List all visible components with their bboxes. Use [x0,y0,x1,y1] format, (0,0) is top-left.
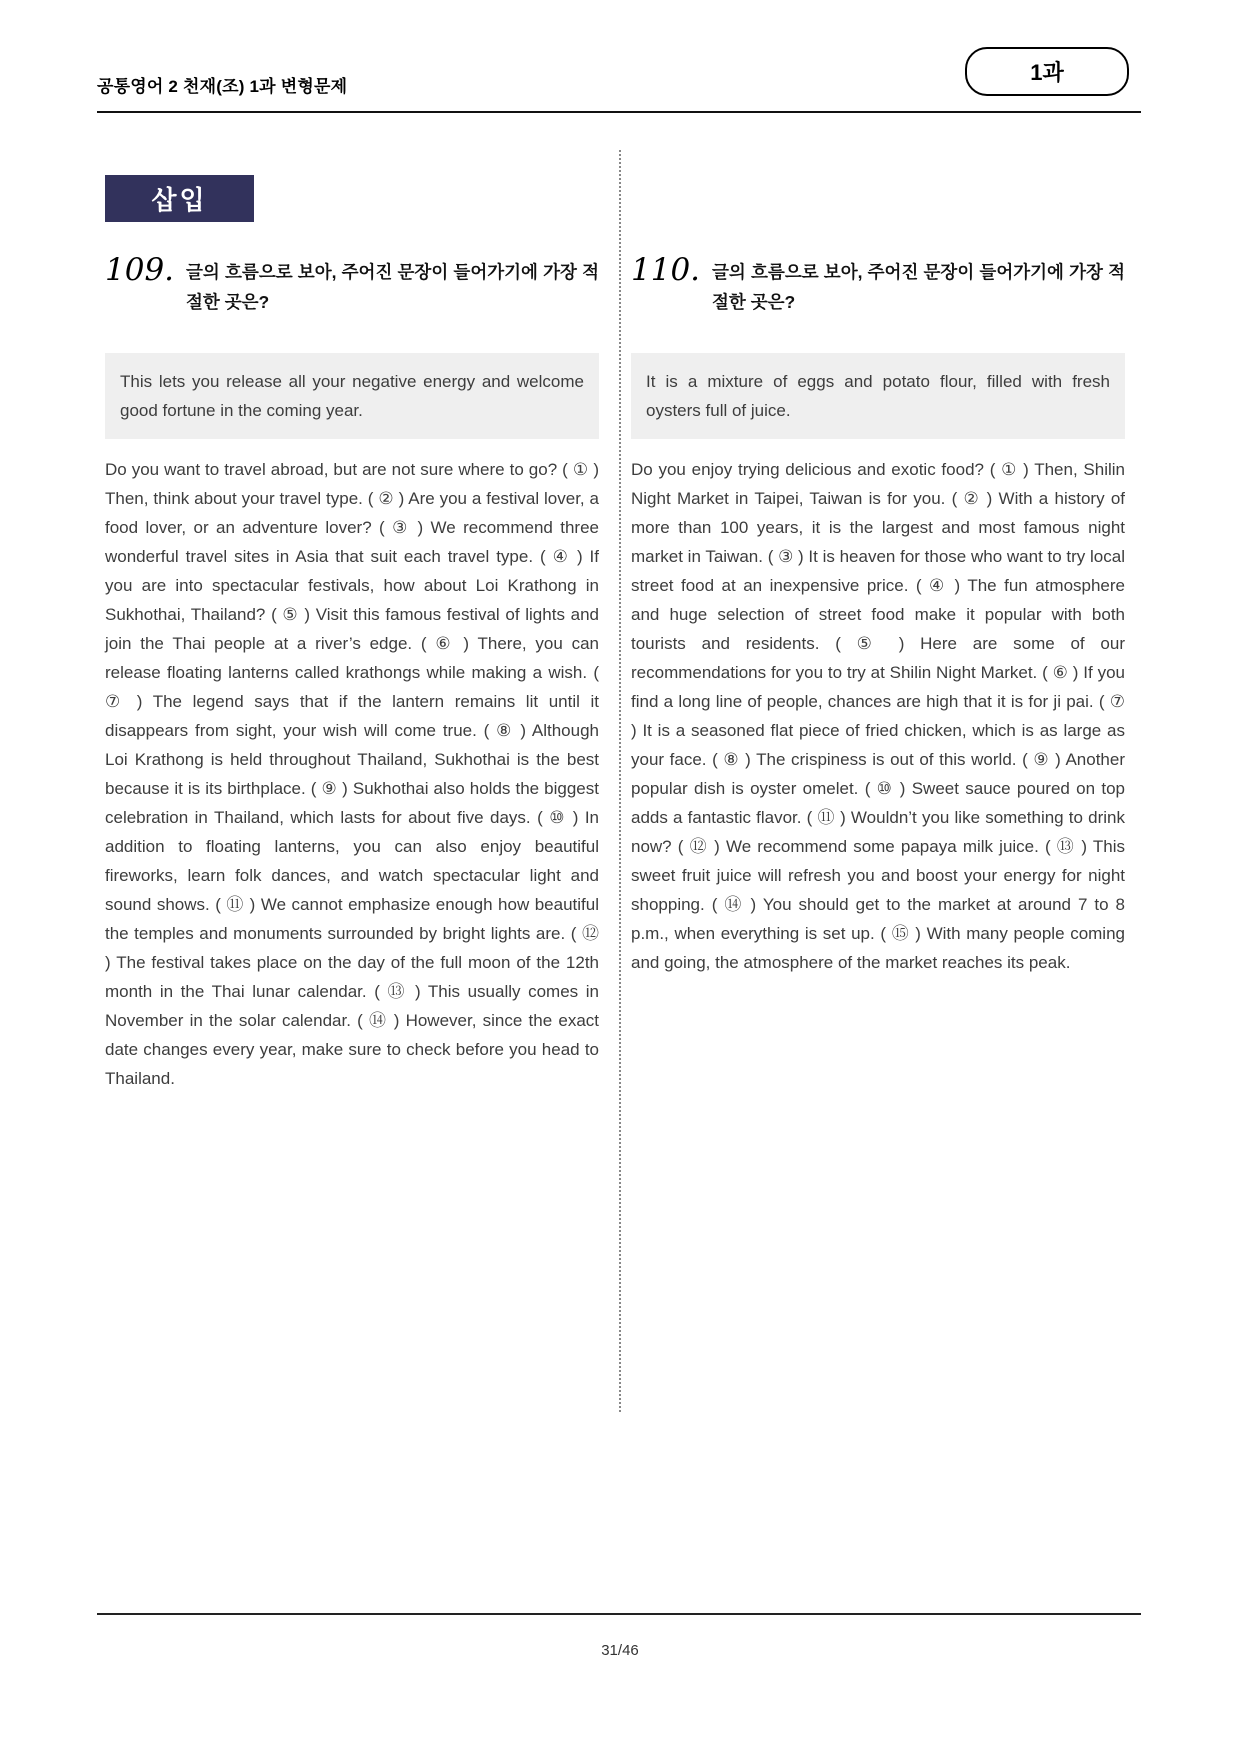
question-110-given-sentence-box: It is a mixture of eggs and potato flour, filled with fresh oysters full of juice. [631,353,1125,439]
question-109-given-sentence-box: This lets you release all your negative energy and welcome good fortune in the coming year. [105,353,599,439]
page-number: 31/46 [601,1642,639,1659]
question-109 [105,254,599,1093]
column-divider [619,150,621,1412]
chapter-badge-label: 1과 [1030,60,1064,85]
question-110-header [631,254,1125,317]
left-column [105,160,599,1093]
question-110 [631,254,1125,977]
question-110-passage: Do you enjoy trying delicious and exotic food? ( ① ) Then, Shilin Night Market in Taipei, Taiwan is for you. ( ② ) With a history of more than 100 years, it is the largest and most famous night market in Taiwan. ( ③ ) It is heaven for those who want to try local street food at an inexpensive price. ( ④ ) The fun atmosphere and huge selection of street food make it popular with both tourists and residents. ( ⑤ ) Here are some of our recommendations for you to try at Shilin Night Market. ( ⑥ ) If you find a long line of people, chances are high that it is for ji pai. ( ⑦ ) It is a seasoned flat piece of fried chicken, which is as large as your face. ( ⑧ ) The crispiness is out of this world. ( ⑨ ) Another popular dish is oyster omelet. ( ⑩ ) Sweet sauce poured on top adds a fantastic flavor. ( ⑪ ) Wouldn’t you like something to drink now? ( ⑫ ) We recommend some papaya milk juice. ( ⑬ ) This sweet fruit juice will refresh you and boost your energy for night shopping. ( ⑭ ) You should get to the market at around 7 to 8 p.m., when everything is set up. ( ⑮ ) With many people coming and going, the atmosphere of the market reaches its peak. [631,460,1125,972]
section-label: 삽입 [105,175,254,222]
question-110-prompt: 글의 흐름으로 보아, 주어진 문장이 들어가기에 가장 적절한 곳은? [712,262,1125,312]
question-109-header [105,254,599,317]
question-110-number: 110. [631,252,701,288]
question-109-number: 109. [105,252,175,288]
question-109-passage: Do you want to travel abroad, but are not sure where to go? ( ① ) Then, think about your travel type. ( ② ) Are you a festival lover, a food lover, or an adventure lover? ( ③ ) We recommend three wonderful travel sites in Asia that suit each travel type. ( ④ ) If you are into spectacular festivals, how about Loi Krathong in Sukhothai, Thailand? ( ⑤ ) Visit this famous festival of lights and join the Thai people at a river’s edge. ( ⑥ ) There, you can release floating lanterns called krathongs while making a wish. ( ⑦ ) The legend says that if the lantern remains lit until it disappears from sight, your wish will come true. ( ⑧ ) Although Loi Krathong is held throughout Thailand, Sukhothai is the best because it is its birthplace. ( ⑨ ) Sukhothai also holds the biggest celebration in Thailand, which lasts for about five days. ( ⑩ ) In addition to floating lanterns, you can also enjoy beautiful fireworks, learn folk dances, and watch spectacular light and sound shows. ( ⑪ ) We cannot emphasize enough how beautiful the temples and monuments surrounded by bright lights are. ( ⑫ ) The festival takes place on the day of the full moon of the 12th month in the Thai lunar calendar. ( ⑬ ) This usually comes in November in the solar calendar. ( ⑭ ) However, since the exact date changes every year, make sure to check before you head to Thailand. [105,460,599,1088]
document-title: 공통영어 2 천재(조) 1과 변형문제 [97,77,348,96]
right-column [631,160,1125,977]
question-109-prompt: 글의 흐름으로 보아, 주어진 문장이 들어가기에 가장 적절한 곳은? [186,262,599,312]
header-divider [97,111,1141,113]
chapter-badge [965,47,1129,96]
footer-divider [97,1613,1141,1615]
